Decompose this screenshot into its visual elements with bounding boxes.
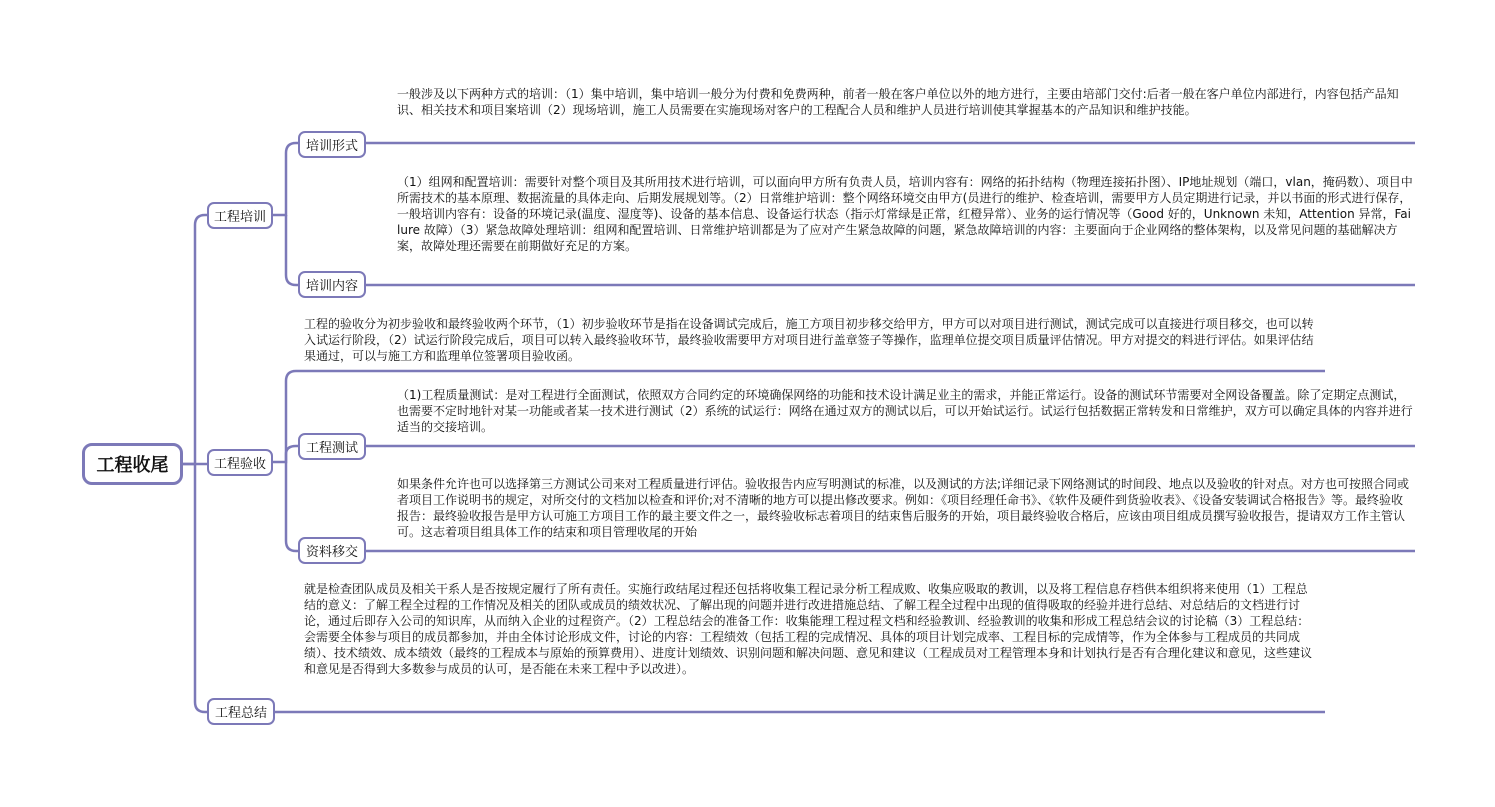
- link-acceptance-handover: [286, 462, 299, 551]
- link-training-form: [272, 143, 299, 215]
- node-engineering-acceptance[interactable]: [207, 449, 273, 476]
- node-training-content[interactable]: [298, 271, 366, 298]
- note-engineering-summary: 就是检查团队成员及相关干系人是否按规定履行了所有责任。实施行政结尾过程还包括将收集工程记录分析工程成败、收集应吸取的教训，以及将工程信息存档供本组织将来使用（1）工程总结的意义：了解工程全过程的工作情况及相关的团队或成员的绩效状况、了解出现的问题并进行改进措施总结、了解工程全过程中出现的值得吸取的经验并进行总结、对总结后的文档进行讨论，通过后即存入公司的知识库，从而纳入企业的过程资产。（2）工程总结会的准备工作：收集能理工程过程文档和经验教训、经验教训的收集和形成工程总结会议的讨论稿（3）工程总结：会需要全体参与项目的成员都参加，并由全体讨论形成文件，讨论的内容：工程绩效（包括工程的完成情况、具体的项目计划完成率、工程目标的完成情等，作为全体参与工程成员的共同成绩）、技术绩效、成本绩效（最终的工程成本与原始的预算费用）、进度计划绩效、识别问题和解决问题、意见和建议（工程成员对工程管理本身和计划执行是否有合理化建议和意见，这些建议和意见是否得到大多数参与成员的认可，是否能在未来工程中予以改进）。: [304, 582, 1313, 676]
- node-engineering-training[interactable]: [207, 202, 273, 229]
- node-engineering-test[interactable]: [298, 433, 366, 460]
- node-label: 工程验收: [213, 457, 266, 472]
- note-engineering-test: （1)工程质量测试：是对工程进行全面测试，依照双方合同约定的环境确保网络的功能和技术设计满足业主的需求，并能正常运行。设备的测试环节需要对全网设备覆盖。除了定期定点测试，也需要不定时地针对某一功能或者某一技术进行测试（2）系统的试运行：网络在通过双方的测试以后，可以开始试运行。试运行包括数据正常转发和日常维护，双方可以确定具体的内容并进行适当的交接培训。: [397, 388, 1413, 434]
- node-label: 工程总结: [214, 706, 267, 721]
- node-engineering-summary[interactable]: [207, 698, 275, 725]
- root-label: 工程收尾: [96, 455, 169, 476]
- note-acceptance: 工程的验收分为初步验收和最终验收两个环节，（1）初步验收环节是指在设备调试完成后，施工方项目初步移交给甲方，甲方可以对项目进行测试，测试完成可以直接进行项目移交，也可以转入试运行阶段，（2）试运行阶段完成后，项目可以转入最终验收环节，最终验收需要甲方对项目进行盖章签子等操作，监理单位提交项目质量评估情况。甲方对提交的料进行评估。如果评估结果通过，可以与施工方和监理单位签署项目验收函。: [304, 317, 1314, 363]
- node-document-handover[interactable]: [298, 537, 366, 564]
- node-training-form[interactable]: [298, 131, 366, 158]
- note-training-form: 一般涉及以下两种方式的培训：（1）集中培训，集中培训一般分为付费和免费两种，前者一般在客户单位以外的地方进行，主要由培部门交付:后者一般在客户单位内部进行，内容包括产品知识、相关技术和项目案培训（2）现场培训，施工人员需要在实施现场对客户的工程配合人员和维护人员进行培训使其掌握基本的产品知识和维护技能。: [397, 87, 1399, 117]
- node-label: 培训形式: [305, 139, 358, 154]
- root-node[interactable]: [82, 443, 183, 485]
- link-root-summary: [195, 464, 208, 712]
- note-document-handover: 如果条件允许也可以选择第三方测试公司来对工程质量进行评估。验收报告内应写明测试的标准，以及测试的方法;详细记录下网络测试的时间段、地点以及验收的针对点。对方也可按照合同或者项目工作说明书的规定，对所交付的文档加以检查和评价;对不清晰的地方可以提出修改要求。例如：《项目经理任命书》、《软件及硬件到货验收表》、《设备安装调试合格报告》等。最终验收报告：最终验收报告是甲方认可施工方项目工作的最主要文件之一，最终验收标志着项目的结束售后服务的开始，项目最终验收合格后，应该由项目组成员撰写验收报告，提请双方工作主管认可。这志着项目组具体工作的结束和项目管理收尾的开始: [397, 477, 1410, 539]
- note-training-content: （1）组网和配置培训：需要针对整个项目及其所用技术进行培训，可以面向甲方所有负责人员，培训内容有：网络的拓扑结构（物理连接拓扑图）、IP地址规划（端口，vlan，掩码数）、项目中所需技术的基本原理、数据流量的具体走向、后期发展规划等。（2）日常维护培训：整个网络环境交由甲方(员进行的维护、检查培训，需要甲方人员定期进行记录，并以书面的形式进行保存，一般培训内容有：设备的环境记录(温度、湿度等)、设备的基本信息、设备运行状态（指示灯常绿是正常，红橙异常）、业务的运行情况等（Good 好的，Unknown 未知，Attention 异常，Failure 故障）（3）紧急故障处理培训：组网和配置培训、日常维护培训都是为了应对产生紧急故障的问题，紧急故障培训的内容：主要面向于企业网络的整体架构，以及常见问题的基础解决方案，故障处理还需要在前期做好充足的方案。: [397, 175, 1413, 253]
- node-label: 培训内容: [305, 279, 358, 294]
- link-root-training: [183, 215, 208, 464]
- link-training-content: [286, 215, 299, 285]
- node-label: 工程培训: [213, 210, 266, 225]
- node-label: 工程测试: [305, 441, 358, 456]
- node-label: 资料移交: [305, 545, 358, 560]
